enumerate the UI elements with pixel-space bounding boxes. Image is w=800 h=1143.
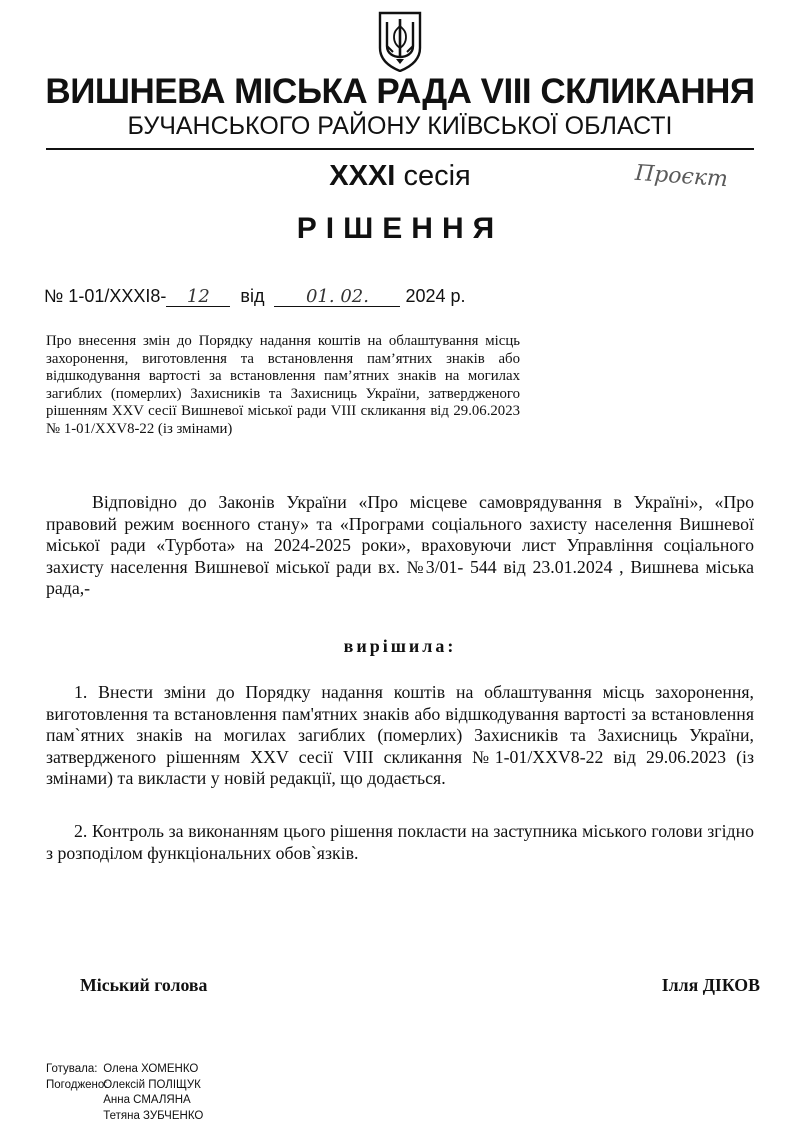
agreed-by-2: Анна СМАЛЯНА [103,1094,191,1107]
decided-heading: вирішила: [343,636,457,656]
decision-number-line [44,286,466,307]
decision-date-handwritten: 01. 02. [274,288,400,307]
header-divider [46,148,754,150]
handwritten-draft-mark: Проєкт [634,160,729,193]
council-name: ВИШНЕВА МІСЬКА РАДА VIII СКЛИКАННЯ [45,72,755,111]
signature-name: Ілля ДІКОВ [661,975,760,995]
prepared-block [46,1062,203,1124]
document-type: РІШЕННЯ [296,212,504,245]
prepared-label: Готувала: [46,1063,98,1075]
agreed-by-1: Олексій ПОЛІЩУК [103,1078,201,1091]
session-number: XXXI [329,160,396,192]
date-from-label: від [240,286,265,306]
decision-number-prefix: № 1-01/XXXI8- [44,286,167,306]
agreed-by-3: Тетяна ЗУБЧЕНКО [103,1109,204,1122]
decision-number-handwritten: 12 [166,288,230,307]
decision-item-1: 1. Внести зміни до Порядку надання коштів на облаштування місць захоронення, виготовлення та встановлення пам'ятних знаків або відшкодування вартості за встановлення пам`ятних знаків на могилах загиблих (померлих) Захисників та Захисниць України, затвердженого рішенням XXV сесії VIII скликання №1-01/XXV8-22 від 29.06.2023 (із змінами) та викласти у новій редакції, що додається. [46,682,754,789]
district-name: БУЧАНСЬКОГО РАЙОНУ КИЇВСЬКОЇ ОБЛАСТІ [127,112,673,140]
prepared-by: Олена ХОМЕНКО [103,1063,199,1075]
agreed-label: Погоджено: [46,1078,108,1091]
session-word: сесія [403,160,471,192]
session-line [200,160,600,193]
decision-year: 2024 р. [405,286,466,306]
signature-title: Міський голова [80,975,208,995]
trident-coat-of-arms-icon [376,10,424,72]
decision-item-2: 2. Контроль за виконанням цього рішення покласти на заступника міського голови згідно з розподілом функціональних обов`язків. [46,821,754,863]
decision-preamble: Відповідно до Законів України «Про місцеве самоврядування в Україні», «Про правовий режим воєнного стану» та «Програми соціального захисту населення Вишневої міської ради «Турбота» на 2024-2025 роки», враховуючи лист Управління соціального захисту населення Вишневої міської ради вх. №3/01- 544 від 23.01.2024 , Вишнева міська рада,- [46,492,754,599]
decision-subject: Про внесення змін до Порядку надання коштів на облаштування місць захоронення, виготовлення та встановлення пам’ятних знаків або відшкодування вартості за встановлення пам’ятних знаків на могилах загиблих (померлих) Захисників та Захисниць України, затвердженого рішенням XXV сесії Вишневої міської ради VIII скликання від 29.06.2023 № 1-01/XXV8-22 (із змінами) [46,333,520,437]
